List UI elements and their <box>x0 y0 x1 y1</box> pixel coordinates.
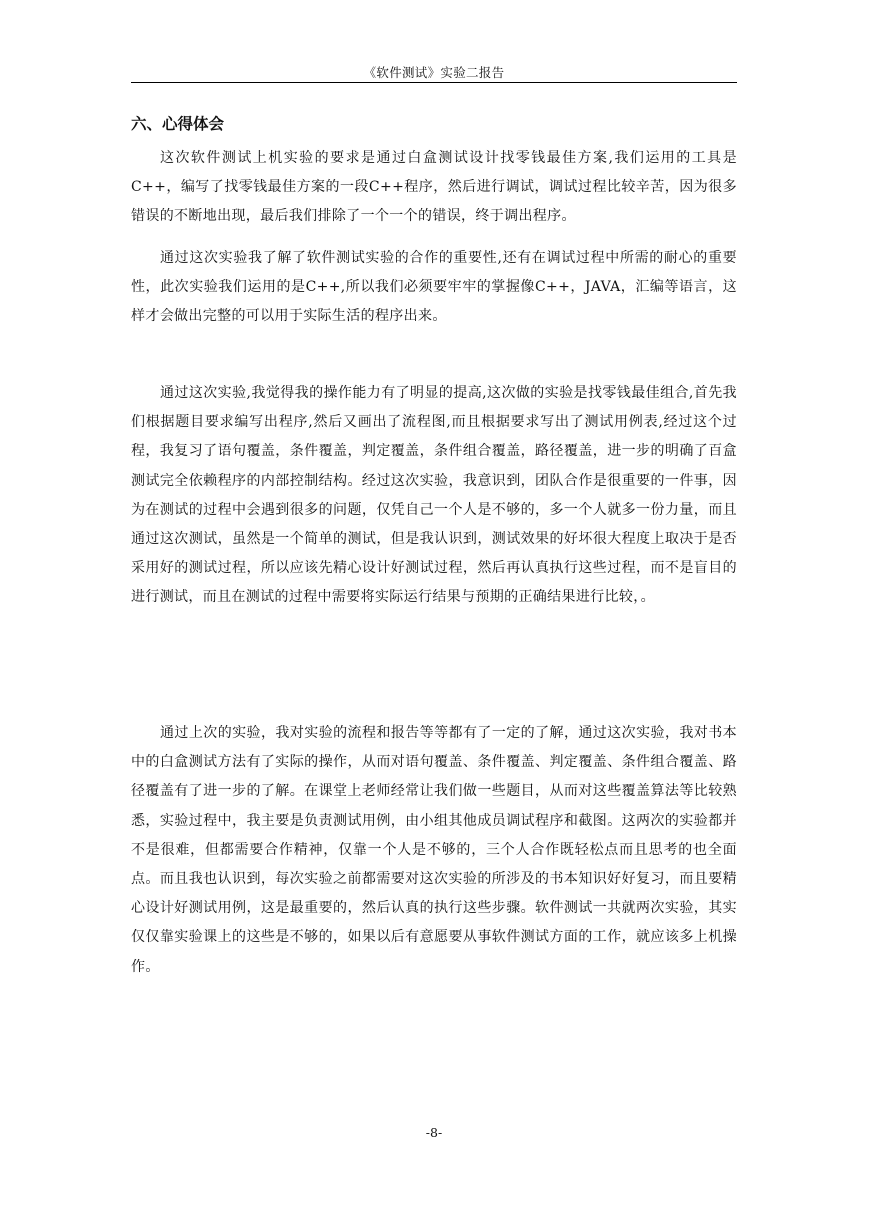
page-number: -8- <box>425 1125 443 1140</box>
page-header-title: 《软件测试》实验二报告 <box>363 65 505 80</box>
body-paragraph-1: 这次软件测试上机实验的要求是通过白盒测试设计找零钱最佳方案,我们运用的工具是C++，编写了找零钱最佳方案的一段C++程序，然后进行调试，调试过程比较辛苦，因为很多错误的不断地出现，最后我们排除了一个一个的错误，终于调出程序。 <box>131 150 737 225</box>
section-title: 六、心得体会 <box>131 115 225 133</box>
header-divider <box>131 82 737 83</box>
body-paragraph-3: 通过这次实验,我觉得我的操作能力有了明显的提高,这次做的实验是找零钱最佳组合,首先我们根据题目要求编写出程序,然后又画出了流程图,而且根据要求写出了测试用例表,经过这个过程，我复习了语句覆盖，条件覆盖，判定覆盖，条件组合覆盖，路径覆盖，进一步的明确了百盒测试完全依赖程序的内部控制结构。经过这次实验，我意识到，团队合作是很重要的一件事，因为在测试的过程中会遇到很多的问题，仅凭自己一个人是不够的，多一个人就多一份力量，而且通过这次测试，虽然是一个简单的测试，但是我认识到，测试效果的好坏很大程度上取决于是否采用好的测试过程，所以应该先精心设计好测试过程，然后再认真执行这些过程，而不是盲目的进行测试，而且在测试的过程中需要将实际运行结果与预期的正确结果进行比较，。 <box>131 385 737 606</box>
body-paragraph-4: 通过上次的实验，我对实验的流程和报告等等都有了一定的了解，通过这次实验，我对书本中的白盒测试方法有了实际的操作，从而对语句覆盖、条件覆盖、判定覆盖、条件组合覆盖、路径覆盖有了进一步的了解。在课堂上老师经常让我们做一些题目，从而对这些覆盖算法等比较熟悉，实验过程中，我主要是负责测试用例，由小组其他成员调试程序和截图。这两次的实验都并不是很难，但都需要合作精神，仅靠一个人是不够的，三个人合作既轻松点而且思考的也全面点。而且我也认识到，每次实验之前都需要对这次实验的所涉及的书本知识好好复习，而且要精心设计好测试用例，这是最重要的，然后认真的执行这些步骤。软件测试一共就两次实验，其实仅仅靠实验课上的这些是不够的，如果以后有意愿要从事软件测试方面的工作，就应该多上机操作。 <box>131 725 737 975</box>
body-paragraph-2: 通过这次实验我了解了软件测试实验的合作的重要性,还有在调试过程中所需的耐心的重要性，此次实验我们运用的是C++,所以我们必须要牢牢的掌握像C++，JAVA，汇编等语言，这样才会做出完整的可以用于实际生活的程序出来。 <box>131 250 737 325</box>
